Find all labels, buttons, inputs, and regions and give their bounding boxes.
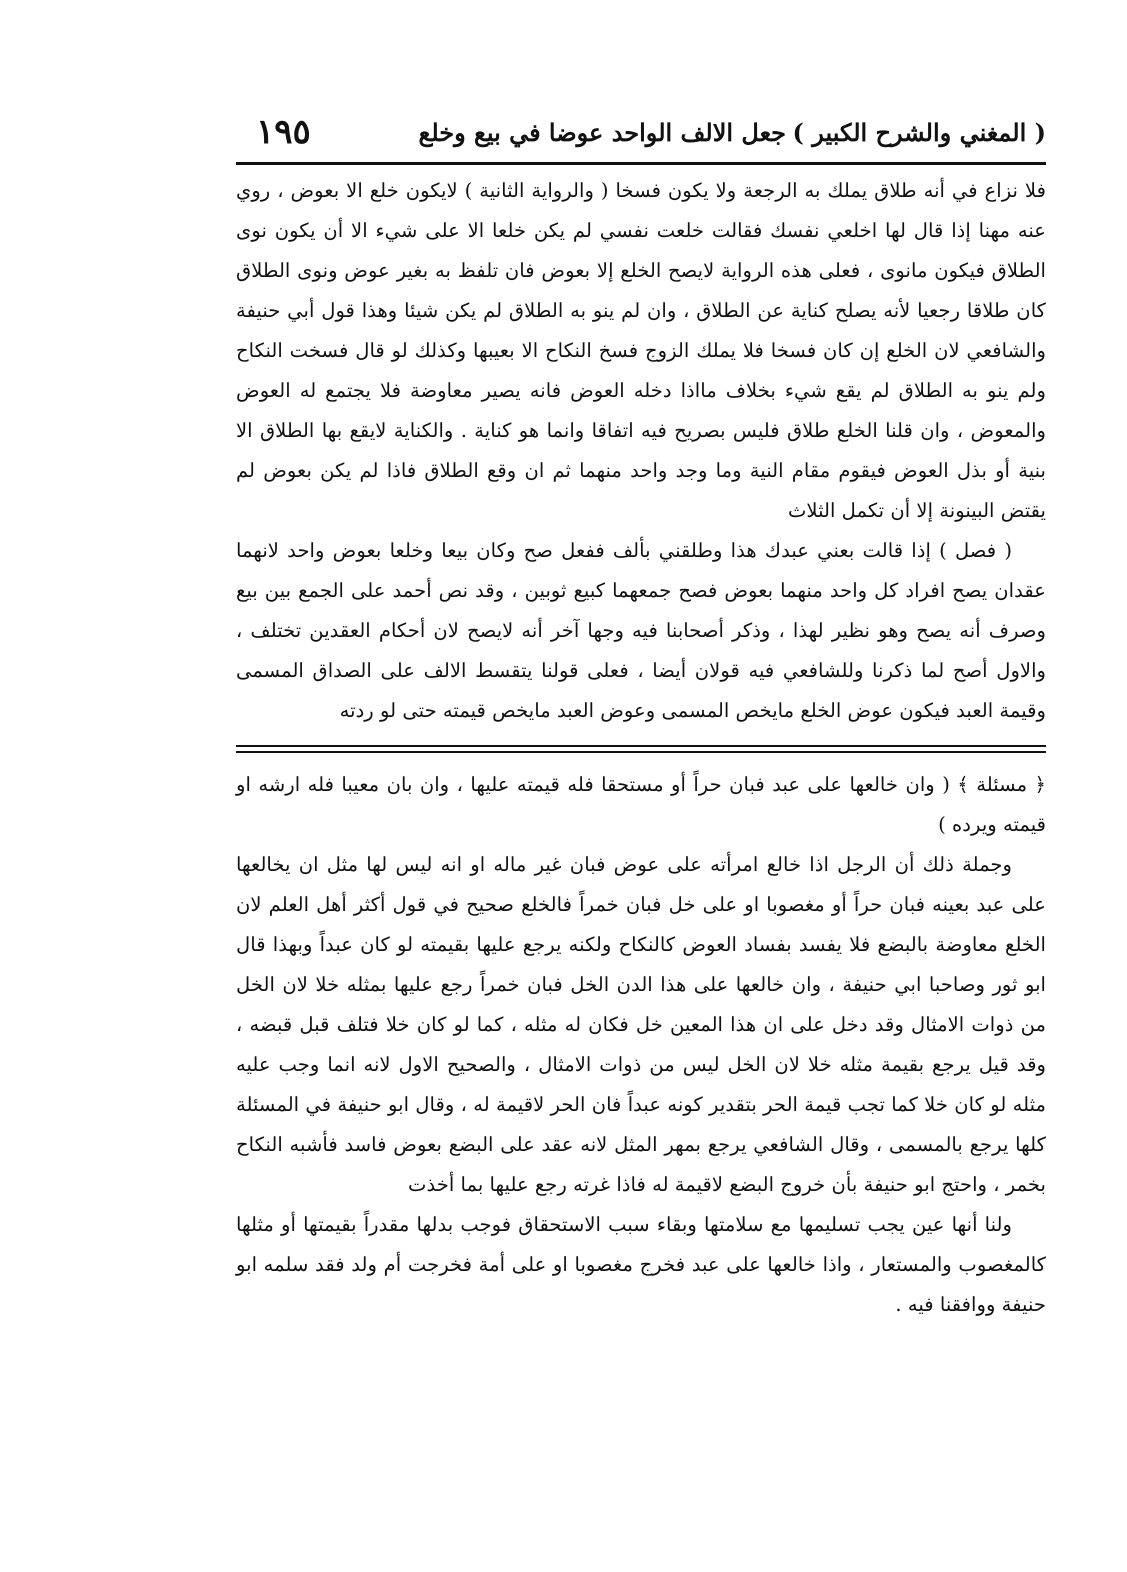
header-rule — [236, 162, 1046, 165]
argument-paragraph: ولنا أنها عين يجب تسليمها مع سلامتها وبقاء سبب الاستحقاق فوجب بدلها مقدراً بقيمتها أو مثلها كالمغصوب والمستعار ، واذا خالعها على عبد فخرج مغصوبا او على أمة فخرجت أم ولد فقد سلمه ابو حنيفة ووافقنا فيه . — [236, 1213, 1046, 1316]
book-page — [236, 112, 1046, 1325]
section-divider — [236, 745, 1046, 753]
fasl-paragraph: ( فصل ) إذا قالت بعني عبدك هذا وطلقني بألف ففعل صح وكان بيعا وخلعا بعوض واحد لانهما عقدان يصح افراد كل واحد منهما بعوض فصح جمعهما كبيع ثوبين ، وقد نص أحمد على الجمع بين بيع وصرف أنه يصح وهو نظير لهذا ، وذكر أصحابنا فيه وجها آخر أنه لايصح لان أحكام العقدين تختلف ، والاول أصح لما ذكرنا وللشافعي فيه قولان أيضا ، فعلى قولنا يتقسط الالف على الصداق المسمى وقيمة العبد فيكون عوض الخلع مايخص المسمى وعوض العبد مايخص قيمته حتى لو ردته — [236, 539, 1046, 722]
masala-heading-paragraph: ﴿ مسئلة ﴾ ( وان خالعها على عبد فبان حراً أو مستحقا فله قيمته عليها ، وان بان معيبا فله ارشه او قيمته ويرده ) — [236, 773, 1046, 836]
explanation-paragraph: وجملة ذلك أن الرجل اذا خالع امرأته على عوض فبان غير ماله او انه ليس لها مثل ان يخالعها على عبد بعينه فبان حراً أو مغصوبا او على خل فبان خمراً فالخلع صحيح في قول أكثر أهل العلم لان الخلع معاوضة بالبضع فلا يفسد بفساد العوض كالنكاح ولكنه يرجع عليها بقيمته لو كان عبداً وبهذا قال ابو ثور وصاحبا ابي حنيفة ، وان خالعها على هذا الدن الخل فبان خمراً رجع عليها بمثله خلا لان الخل من ذوات الامثال وقد دخل على ان هذا المعين خل فكان له مثله ، كما لو كان خلا فتلف قبل قبضه ، وقد قيل يرجع بقيمة مثله خلا لان الخل ليس من ذوات الامثال ، والصحيح الاول لانه انما وجب عليه مثله لو كان خلا كما تجب قيمة الحر بتقدير كونه عبداً فان الحر لاقيمة له ، وقال ابو حنيفة في المسئلة كلها يرجع بالمسمى ، وقال الشافعي يرجع بمهر المثل لانه عقد على البضع بعوض فاسد فأشبه النكاح بخمر ، واحتج ابو حنيفة بأن خروج البضع لاقيمة له فاذا غرته رجع عليها بما أخذت — [236, 853, 1046, 1196]
page-number: ١٩٥ — [256, 112, 311, 152]
section-title: جعل الالف الواحد عوضا في بيع وخلع — [418, 118, 786, 147]
commentary-paragraph: فلا نزاع في أنه طلاق يملك به الرجعة ولا يكون فسخا ( والرواية الثانية ) لايكون خلع الا بعوض ، روي عنه مهنا إذا قال لها اخلعي نفسك فقالت خلعت نفسي لم يكن خلعا الا على شيء الا أن يكون نوى الطلاق فيكون مانوى ، فعلى هذه الرواية لايصح الخلع إلا بعوض فان تلفظ به بغير عوض ونوى الطلاق كان طلاقا رجعيا لأنه يصلح كناية عن الطلاق ، وان لم ينو به الطلاق لم يكن شيئا وهذا قول أبي حنيفة والشافعي لان الخلع إن كان فسخا فلا يملك الزوج فسخ النكاح الا بعيبها وكذلك لو قال فسخت النكاح ولم ينو به الطلاق لم يقع شيء بخلاف مااذا دخله العوض فانه يصير معاوضة فلا يجتمع له العوض والمعوض ، وان قلنا الخلع طلاق فليس بصريح فيه اتفاقا وانما هو كناية . والكناية لايقع بها الطلاق الا بنية أو بذل العوض فيقوم مقام النية وما وجد واحد منهما ثم ان وقع الطلاق فاذا لم يكن بعوض لم يقتض البينونة إلا أن تكمل الثلاث — [236, 179, 1046, 522]
main-text-block — [236, 765, 1046, 1325]
running-header — [236, 112, 1046, 160]
book-title: ( المغني والشرح الكبير ) — [792, 118, 1046, 147]
commentary-block — [236, 171, 1046, 731]
